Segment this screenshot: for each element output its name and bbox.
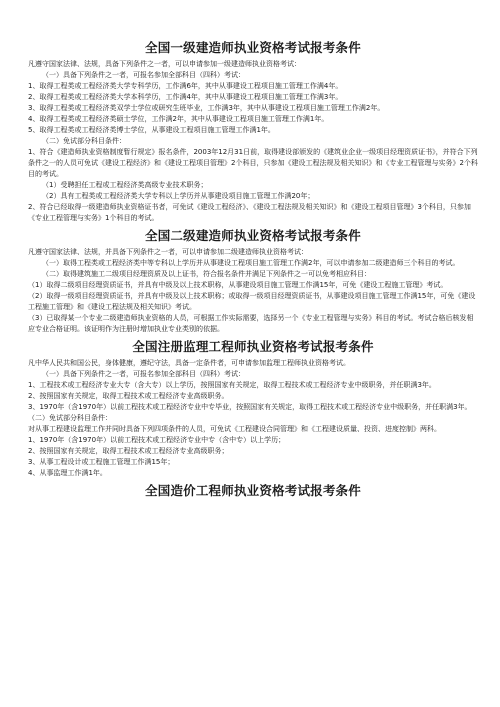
section-title: 全国一级建造师执业资格考试报考条件 <box>145 40 361 55</box>
paragraph: 凡中华人民共和国公民，身体健康，遵纪守法，具备一定条件者，可申请参加监理工程师执业资格考试。 <box>28 359 350 367</box>
section-supervision-engineer <box>28 339 478 479</box>
paragraph: （一）取得工程类或工程经济类中等专科以上学历并从事建设工程项目施工管理工作满2年，可以申请参加二级建造师三个科目的考试。 <box>42 259 460 267</box>
paragraph: 1、取得工程类或工程经济类大学专科学历，工作满6年，其中从事建设工程项目施工管理工作满4年。 <box>28 82 343 90</box>
paragraph: 5、取得工程类或工程经济类博士学位，从事建设工程项目施工管理工作满1年。 <box>28 126 275 134</box>
paragraph: （1）受聘担任工程或工程经济类高级专业技术职务； <box>42 181 208 189</box>
section-second-class-constructor <box>28 228 478 335</box>
paragraph: 2、符合已经取得一级建造师执业资格证书者，可免试《建设工程经济》、《建设工程法规及相关知识》和《建设工程项目管理》3个科目，只参加《专业工程管理与实务》1个科目的考试。 <box>28 203 471 222</box>
paragraph: 4、取得工程类或工程经济类硕士学位，工作满2年，其中从事建设工程项目施工管理工作满1年。 <box>28 115 329 123</box>
paragraph: 1、1970年（含1970年）以前工程技术或工程经济专业中专（含中专）以上学历； <box>28 436 286 444</box>
section-title: 全国造价工程师执业资格考试报考条件 <box>145 483 361 498</box>
paragraph: （二）取得建筑施工二级项目经理资质及以上证书，符合报名条件并满足下列条件之一可以免考相应科目： <box>42 270 371 278</box>
paragraph: （一）具备下列条件之一者，可报名参加全部科目（四科）考试： <box>42 370 245 378</box>
paragraph: （2）取得一级项目经理资质证书，并具有中级及以上技术职称；或取得一级项目经理资质证书，从事建设项目施工管理工作满15年，可免《建设工程施工管理》和《建设工程法规及相关知识》考试。 <box>28 292 476 311</box>
paragraph: 1、符合《建造师执业资格制度暂行规定》报名条件，2003年12月31日前，取得建设部颁发的《建筑业企业一级项目经理资质证书》，并符合下列条件之一的人员可免试《建设工程经济》和《建设工程项目管理》2个科目，只参加《建设工程法规及相关知识》和《专业工程管理与实务》2个科目的考试。 <box>28 148 478 178</box>
paragraph: 3、1970年（含1970年）以前工程技术或工程经济专业中专毕业，按照国家有关规定，取得工程技术或工程经济专业中级职务，并任职满3年。 <box>28 403 472 411</box>
paragraph: 凡遵守国家法律、法规，并具备下列条件之一者，可以申请参加二级建造师执业资格考试： <box>28 248 308 256</box>
section-first-class-constructor <box>28 40 478 224</box>
paragraph: 2、取得工程类或工程经济类大学本科学历，工作满4年，其中从事建设工程项目施工管理工作满3年。 <box>28 93 343 101</box>
paragraph: 3、取得工程类或工程经济类双学士学位或研究生班毕业，工作满3年，其中从事建设工程项目施工管理工作满2年。 <box>28 104 385 112</box>
paragraph: （二）免试部分科目条件： <box>42 137 126 145</box>
paragraph: （一）具备下列条件之一者，可报名参加全部科目（四科）考试： <box>42 71 245 79</box>
section-cost-engineer <box>28 483 478 498</box>
paragraph: 4、从事监理工作满1年。 <box>28 469 107 477</box>
paragraph: 3、从事工程设计或工程施工管理工作满15年； <box>28 458 175 466</box>
paragraph: （2）具有工程类或工程经济类大学专科以上学历并从事建设项目施工管理工作满20年； <box>42 192 315 200</box>
section-title: 全国二级建造师执业资格考试报考条件 <box>145 228 361 243</box>
section-title: 全国注册监理工程师执业资格考试报考条件 <box>132 339 374 354</box>
paragraph: （二）免试部分科目条件： <box>28 414 112 422</box>
paragraph: 对从事工程建设监理工作并同时具备下列四项条件的人员，可免试《工程建设合同管理》和《工程建设质量、投资、进度控制》两科。 <box>28 425 441 433</box>
paragraph: 1、工程技术或工程经济专业大专（含大专）以上学历，按照国家有关规定，取得工程技术或工程经济专业中级职务，并任职满3年。 <box>28 381 436 389</box>
paragraph: 2、按照国家有关规定，取得工程技术或工程经济专业高级职务； <box>28 447 229 455</box>
paragraph: （3）已取得某一个专业二级建造师执业资格的人员，可根据工作实际需要，选择另一个《专业工程管理与实务》科目的考试。考试合格后核发相应专业合格证明。该证明作为注册时增加执业专业类别的依据。 <box>28 314 474 333</box>
paragraph: （1）取得二级项目经理资质证书，并具有中级及以上技术职称，从事建设项目施工管理工作满15年，可免《建设工程施工管理》考试。 <box>28 281 448 289</box>
paragraph: 凡遵守国家法律、法规，具备下列条件之一者，可以申请参加一级建造师执业资格考试： <box>28 60 301 68</box>
paragraph: 2、按照国家有关规定，取得工程技术或工程经济专业高级职务。 <box>28 392 229 400</box>
